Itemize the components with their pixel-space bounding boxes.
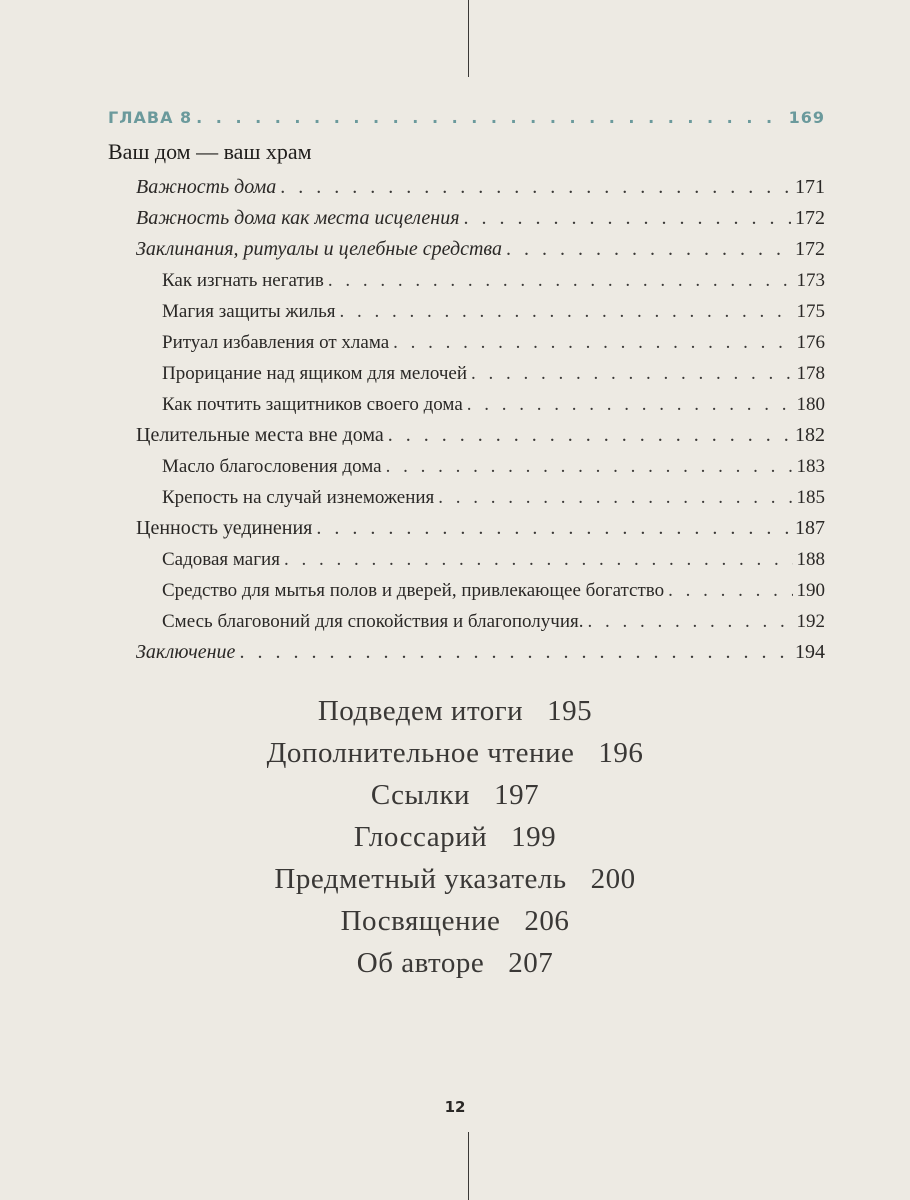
appendix-label: Дополнительное чтение [266, 737, 575, 769]
appendix-page: 195 [547, 695, 593, 727]
appendix-label: Ссылки [370, 779, 471, 811]
entry-label: Важность дома [136, 176, 277, 198]
entry-label: Смесь благовоний для спокойствия и благополучия. [162, 611, 584, 632]
entry-page: 185 [796, 487, 825, 508]
dot-leader [328, 265, 793, 296]
appendix-item[interactable] [0, 900, 910, 942]
toc-entry[interactable] [108, 172, 825, 203]
dot-leader [196, 104, 784, 132]
chapter-heading[interactable] [108, 104, 825, 132]
toc-entry[interactable] [108, 234, 825, 265]
entry-page: 178 [796, 363, 825, 384]
appendix-label: Об авторе [356, 947, 485, 979]
entry-page: 188 [796, 549, 825, 570]
entry-label: Магия защиты жилья [162, 301, 336, 322]
page-number: 12 [444, 1098, 466, 1116]
appendix-page: 197 [494, 779, 540, 811]
appendix-page: 199 [511, 821, 557, 853]
entry-label: Масло благословения дома [162, 456, 382, 477]
appendix-label: Глоссарий [353, 821, 488, 853]
entry-page: 192 [796, 611, 825, 632]
entry-page: 194 [795, 641, 825, 663]
appendix-list [0, 690, 910, 984]
appendix-item[interactable] [0, 690, 910, 732]
toc-subentry[interactable] [108, 482, 825, 513]
dot-leader [506, 234, 791, 265]
entry-page: 183 [796, 456, 825, 477]
toc-subentry[interactable] [108, 606, 825, 637]
toc-subentry[interactable] [108, 265, 825, 296]
dot-leader [388, 420, 791, 451]
toc-subentry[interactable] [108, 544, 825, 575]
entry-label: Прорицание над ящиком для мелочей [162, 363, 467, 384]
entry-page: 173 [796, 270, 825, 291]
appendix-page: 196 [598, 737, 644, 769]
appendix-item[interactable] [0, 732, 910, 774]
entry-label: Садовая магия [162, 549, 280, 570]
appendix-label: Посвящение [340, 905, 501, 937]
entry-page: 176 [796, 332, 825, 353]
toc-entry[interactable] [108, 513, 825, 544]
dot-leader [668, 575, 792, 606]
dot-leader [316, 513, 791, 544]
chapter-label: ГЛАВА 8 [108, 108, 193, 127]
appendix-page: 200 [590, 863, 636, 895]
entry-page: 172 [795, 207, 825, 229]
dot-leader [438, 482, 792, 513]
entry-page: 172 [795, 238, 825, 260]
entry-label: Средство для мытья полов и дверей, привлекающее богатство [162, 580, 665, 601]
toc-subentry[interactable] [108, 575, 825, 606]
appendix-item[interactable] [0, 858, 910, 900]
dot-leader [340, 296, 793, 327]
toc-subentry[interactable] [108, 451, 825, 482]
dot-leader [393, 327, 792, 358]
entry-label: Заключение [136, 641, 236, 663]
appendix-page: 206 [524, 905, 570, 937]
toc-subentry[interactable] [108, 389, 825, 420]
toc-entry[interactable] [108, 637, 825, 668]
entry-page: 171 [795, 176, 825, 198]
entry-page: 180 [796, 394, 825, 415]
appendix-item[interactable] [0, 816, 910, 858]
dot-leader [284, 544, 793, 575]
entry-label: Ритуал избавления от хлама [162, 332, 390, 353]
entry-label: Заклинания, ритуалы и целебные средства [136, 238, 502, 260]
toc-subentry[interactable] [108, 358, 825, 389]
top-divider-line [468, 0, 469, 77]
toc-subentry[interactable] [108, 327, 825, 358]
toc-entry[interactable] [108, 420, 825, 451]
dot-leader [467, 389, 793, 420]
dot-leader [386, 451, 793, 482]
entry-page: 187 [795, 517, 825, 539]
entry-label: Крепость на случай изнеможения [162, 487, 435, 508]
dot-leader [280, 172, 791, 203]
dot-leader [464, 203, 791, 234]
table-of-contents [108, 104, 825, 668]
entry-label: Как почтить защитников своего дома [162, 394, 463, 415]
entry-page: 190 [796, 580, 825, 601]
toc-subentry[interactable] [108, 296, 825, 327]
appendix-page: 207 [508, 947, 554, 979]
toc-entry[interactable] [108, 203, 825, 234]
dot-leader [239, 637, 791, 668]
chapter-page: 169 [788, 108, 825, 127]
appendix-label: Подведем итоги [317, 695, 524, 727]
dot-leader [587, 606, 792, 637]
bottom-divider-line [468, 1132, 469, 1200]
entry-page: 175 [796, 301, 825, 322]
entry-label: Ценность уединения [136, 517, 313, 539]
entry-label: Целительные места вне дома [136, 424, 384, 446]
entry-page: 182 [795, 424, 825, 446]
dot-leader [471, 358, 793, 389]
appendix-item[interactable] [0, 774, 910, 816]
appendix-label: Предметный указатель [274, 863, 567, 895]
entry-label: Как изгнать негатив [162, 270, 324, 291]
appendix-item[interactable] [0, 942, 910, 984]
entry-label: Важность дома как места исцеления [136, 207, 460, 229]
chapter-title: Ваш дом — ваш храм [108, 139, 312, 164]
